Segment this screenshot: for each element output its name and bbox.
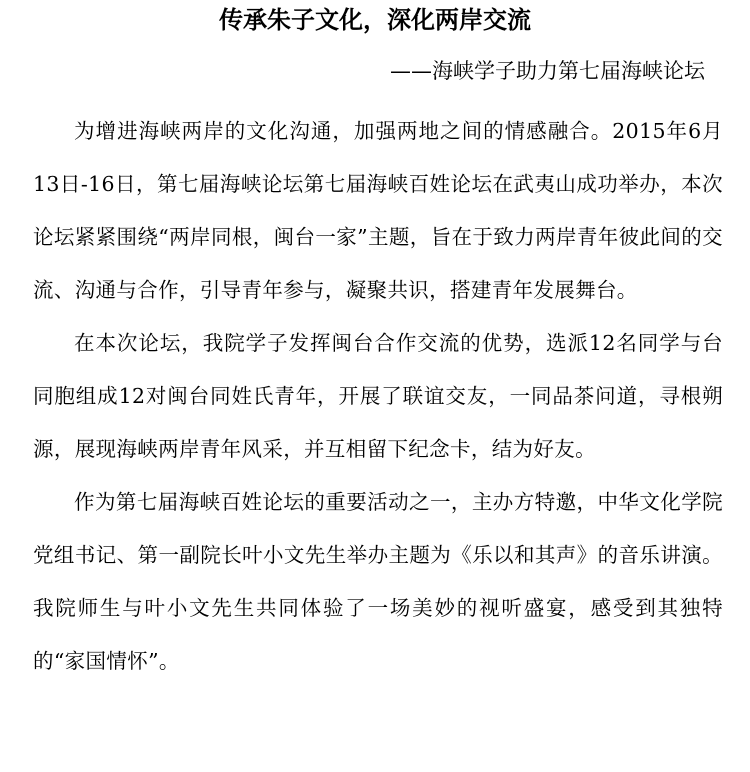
paragraph-2: 在本次论坛，我院学子发挥闽台合作交流的优势，选派12名同学与台同胞组成12对闽台同姓氏青年，开展了联谊交友，一同品茶问道，寻根朔源，展现海峡两岸青年风采，并互相留下纪念卡，结为好友。 bbox=[33, 331, 723, 461]
page-title: 传承朱子文化，深化两岸交流 bbox=[219, 6, 531, 34]
article-body bbox=[33, 105, 723, 688]
paragraph-3: 作为第七届海峡百姓论坛的重要活动之一，主办方特邀，中华文化学院党组书记、第一副院长叶小文先生举办主题为《乐以和其声》的音乐讲演。我院师生与叶小文先生共同体验了一场美妙的视听盛宴，感受到其独特的“家国情怀”。 bbox=[33, 490, 723, 673]
paragraph-1: 为增进海峡两岸的文化沟通，加强两地之间的情感融合。2015年6月13日-16日，第七届海峡论坛第七届海峡百姓论坛在武夷山成功举办，本次论坛紧紧围绕“两岸同根，闽台一家”主题，旨在于致力两岸青年彼此间的交流、沟通与合作，引导青年参与，凝聚共识，搭建青年发展舞台。 bbox=[33, 119, 723, 302]
page-subtitle: ——海峡学子助力第七届海峡论坛 bbox=[390, 59, 705, 83]
